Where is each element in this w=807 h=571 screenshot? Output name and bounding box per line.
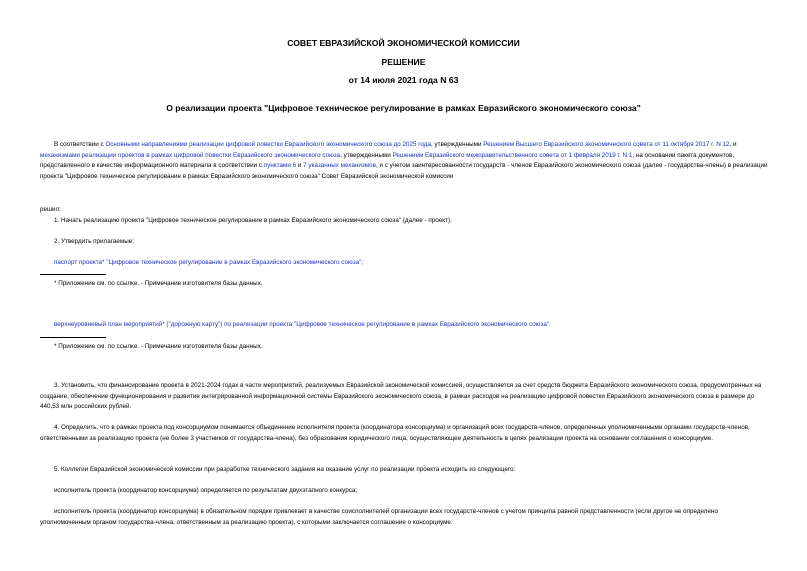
footnote-divider [40,274,106,275]
attachment-1 [54,258,768,269]
preamble-text: , и [729,141,737,148]
preamble-text: , и с учетом заинтересованности государств - членов Евразийского экономического союза (далее - государства-члены) в реализации проекта "Цифровое техническое регулирование в рамках Евразийского экономического союза" Совет Евразийской экономической комиссии [40,162,768,180]
item-5a: исполнитель проекта (координатор консорциума) определяется по результатам двухэтапного конкурса; [54,487,358,494]
preamble-text: , утвержденными [430,141,484,148]
link-implementation-mechanisms[interactable]: механизмами реализации проектов в рамках цифровой повестки Евразийского экономического союза [40,151,341,159]
link-items-6[interactable]: пунктами 6 [263,162,297,170]
doc-title: О реализации проекта "Цифровое техническое регулирование в рамках Евразийского экономического союза" [166,103,641,113]
link-intergovernmental-council-decision[interactable]: Решением Евразийского межправительственного совета от 1 февраля 2019 г. N 1 [392,151,633,159]
doc-type: РЕШЕНИЕ [381,57,426,67]
footnote-divider [40,337,106,338]
doc-date: от 14 июля 2021 года N 63 [348,75,459,85]
resolved-label: решил: [40,206,61,213]
footnote-1: * Приложение см. по ссылке. - Примечание изготовителя базы данных. [54,280,263,287]
link-project-passport[interactable]: паспорт проекта [54,259,103,266]
preamble-text: и [296,162,304,170]
item-2: 2. Утвердить прилагаемые: [54,238,134,245]
item-5b: исполнитель проекта (координатор консорциума) в обязательном порядке привлекает в качестве соисполнителей организации всех государств-членов с учетом принципа равной представленности (если другое не определено уполномоченным органом государства-члена, ответственным за реализацию проекта), с которыми заключается соглашение о консорциуме. [40,508,718,526]
footnote-2: * Приложение см. по ссылке. - Примечание изготовителя базы данных. [54,343,263,350]
preamble-text: , на основании пакета документов, представленного в качестве информационного материала в соответствии с [40,151,735,170]
link-roadmap-title[interactable]: ("дорожную карту") по реализации проекта "Цифровое техническое регулирование в рамках Евразийского экономического союза". [164,321,551,328]
link-digital-agenda-directions[interactable]: Основными направлениями реализации цифровой повестки Евразийского экономического союза до 2025 года [105,141,431,148]
attachment-2 [54,320,768,331]
preamble [40,140,768,182]
item-1: 1. Начать реализацию проекта "Цифровое техническое регулирование в рамках Евразийского экономического союза" (далее - проект). [54,217,452,224]
link-roadmap[interactable]: верхнеуровневый план мероприятий [54,321,163,328]
org-name: СОВЕТ ЕВРАЗИЙСКОЙ ЭКОНОМИЧЕСКОЙ КОМИССИИ [287,38,520,48]
link-project-passport-title[interactable]: "Цифровое техническое регулирование в рамках Евразийского экономического союза"; [104,259,364,266]
item-3: 3. Установить, что финансирование проекта в 2021-2024 годах в части мероприятий, реализуемых Евразийской экономической комиссией, осуществляется за счет средств бюджета Евразийского экономического союза, предусмотренных на создание, обеспечение функционирования и развитие интегрированной информационной системы Евразийского экономического союза, в рамках расходов на реализацию цифровой повестки Евразийского экономического союза в размере до 440,53 млн российских рублей. [40,382,762,411]
preamble-text: , утвержденными [340,151,393,159]
footnote-mark: * [162,321,165,328]
preamble-text: В соответствии с [54,141,106,148]
item-4: 4. Определить, что в рамках проекта под консорциумом понимается объединение исполнителя проекта (координатора консорциума) и организаций всех государств-членов, определенных уполномоченными органами государств-членов, ответственными за реализацию проекта (не более 3 участников от государства-члена), без образования юридического лица, осуществляющее деятельность в целях реализации проекта на основании соглашения о консорциуме. [40,424,750,442]
link-supreme-council-decision[interactable]: Решением Высшего Евразийского экономического совета от 11 октября 2017 г. N 12 [483,141,730,148]
link-item-7-mechanisms[interactable]: 7 указанных механизмов [303,162,376,170]
item-5: 5. Коллегии Евразийской экономической комиссии при разработке технического задания на оказание услуг по реализации проекта исходить из следующего: [54,466,516,473]
footnote-mark: * [102,259,105,266]
